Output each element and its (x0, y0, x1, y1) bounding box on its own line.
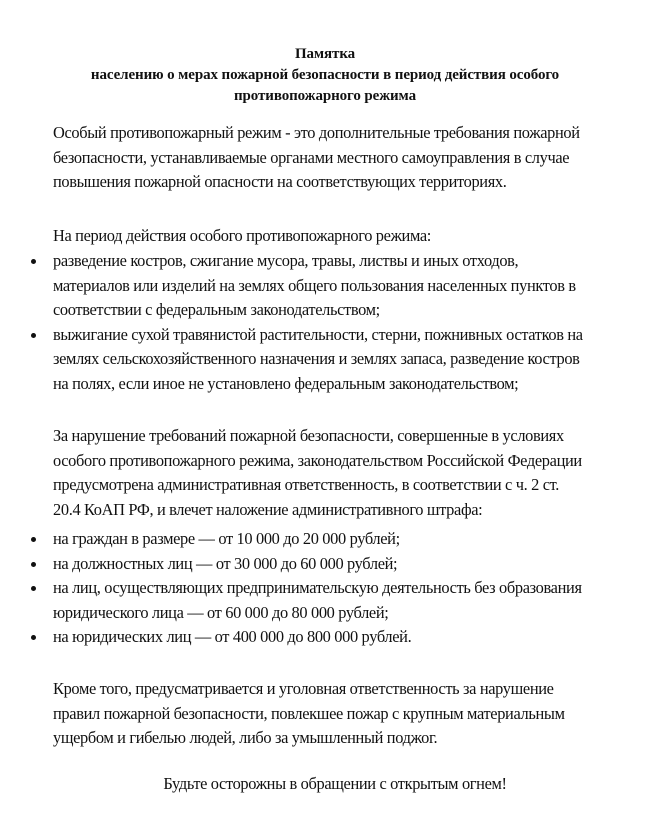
text-line: на полях, если иное не установлено федеральным законодательством; (53, 373, 519, 393)
text-line: материалов или изделий на землях общего пользования населенных пунктов в (53, 275, 576, 295)
list-item (0, 552, 650, 577)
text-line: Кроме того, предусматривается и уголовная ответственность за нарушение (53, 679, 554, 698)
list-item (0, 249, 650, 323)
bullet-icon (31, 562, 36, 567)
text-line: на граждан в размере — от 10 000 до 20 000 рублей; (53, 529, 400, 548)
list-item (0, 527, 650, 552)
text-line: правил пожарной безопасности, повлекшее пожар с крупным материальным (53, 703, 565, 723)
title-line-2: населению о мерах пожарной безопасности в период действия особого (90, 67, 560, 83)
list-item (0, 323, 650, 397)
closing-line: Будьте осторожны в обращении с открытым огнем! (163, 774, 507, 793)
text-line: разведение костров, сжигание мусора, травы, листвы и иных отходов, (53, 251, 519, 270)
bullet-icon (31, 635, 36, 640)
text-line: на должностных лиц — от 30 000 до 60 000 рублей; (53, 553, 398, 573)
fines-list (0, 527, 650, 650)
bullet-icon (31, 537, 36, 542)
text-line: повышения пожарной опасности на соответствующих территориях. (53, 172, 507, 191)
prohibited-list (0, 249, 650, 396)
text-line: на юридических лиц — от 400 000 до 800 000 рублей. (53, 627, 412, 646)
liability-paragraph (53, 424, 613, 522)
text-line: Особый противопожарный режим - это дополнительные требования пожарной (53, 123, 580, 142)
title-line-1: Памятка (294, 46, 356, 62)
text-line: безопасности, устанавливаемые органами местного самоуправления в случае (53, 147, 570, 167)
bullet-icon (31, 333, 36, 338)
title-line-3: противопожарного режима (234, 88, 416, 104)
text-line: особого противопожарного режима, законодательством Российской Федерации (53, 450, 582, 470)
text-line: землях сельскохозяйственного назначения и землях запаса, разведение костров (53, 349, 580, 368)
bullet-icon (31, 259, 36, 264)
text-line: предусмотрена административная ответственность, в соответствии с ч. 2 ст. (53, 475, 559, 494)
text-line: На период действия особого противопожарного режима: (53, 226, 432, 245)
text-line: 20.4 КоАП РФ, и влечет наложение административного штрафа: (53, 499, 483, 519)
document-title (0, 44, 650, 107)
text-line: юридического лица — от 60 000 до 80 000 рублей; (53, 602, 389, 622)
text-line: соответствии с федеральным законодательством; (53, 300, 380, 319)
list-item (0, 625, 650, 650)
bullet-icon (31, 586, 36, 591)
prohibited-heading (53, 224, 613, 249)
text-line: выжигание сухой травянистой растительности, стерни, пожнивных остатков на (53, 324, 583, 344)
text-line: За нарушение требований пожарной безопасности, совершенные в условиях (53, 426, 564, 445)
intro-paragraph (53, 121, 613, 195)
list-item (0, 576, 650, 625)
text-line: ущербом и гибелью людей, либо за умышленный поджог. (53, 728, 438, 747)
criminal-paragraph (53, 677, 613, 751)
text-line: на лиц, осуществляющих предпринимательскую деятельность без образования (53, 578, 582, 597)
